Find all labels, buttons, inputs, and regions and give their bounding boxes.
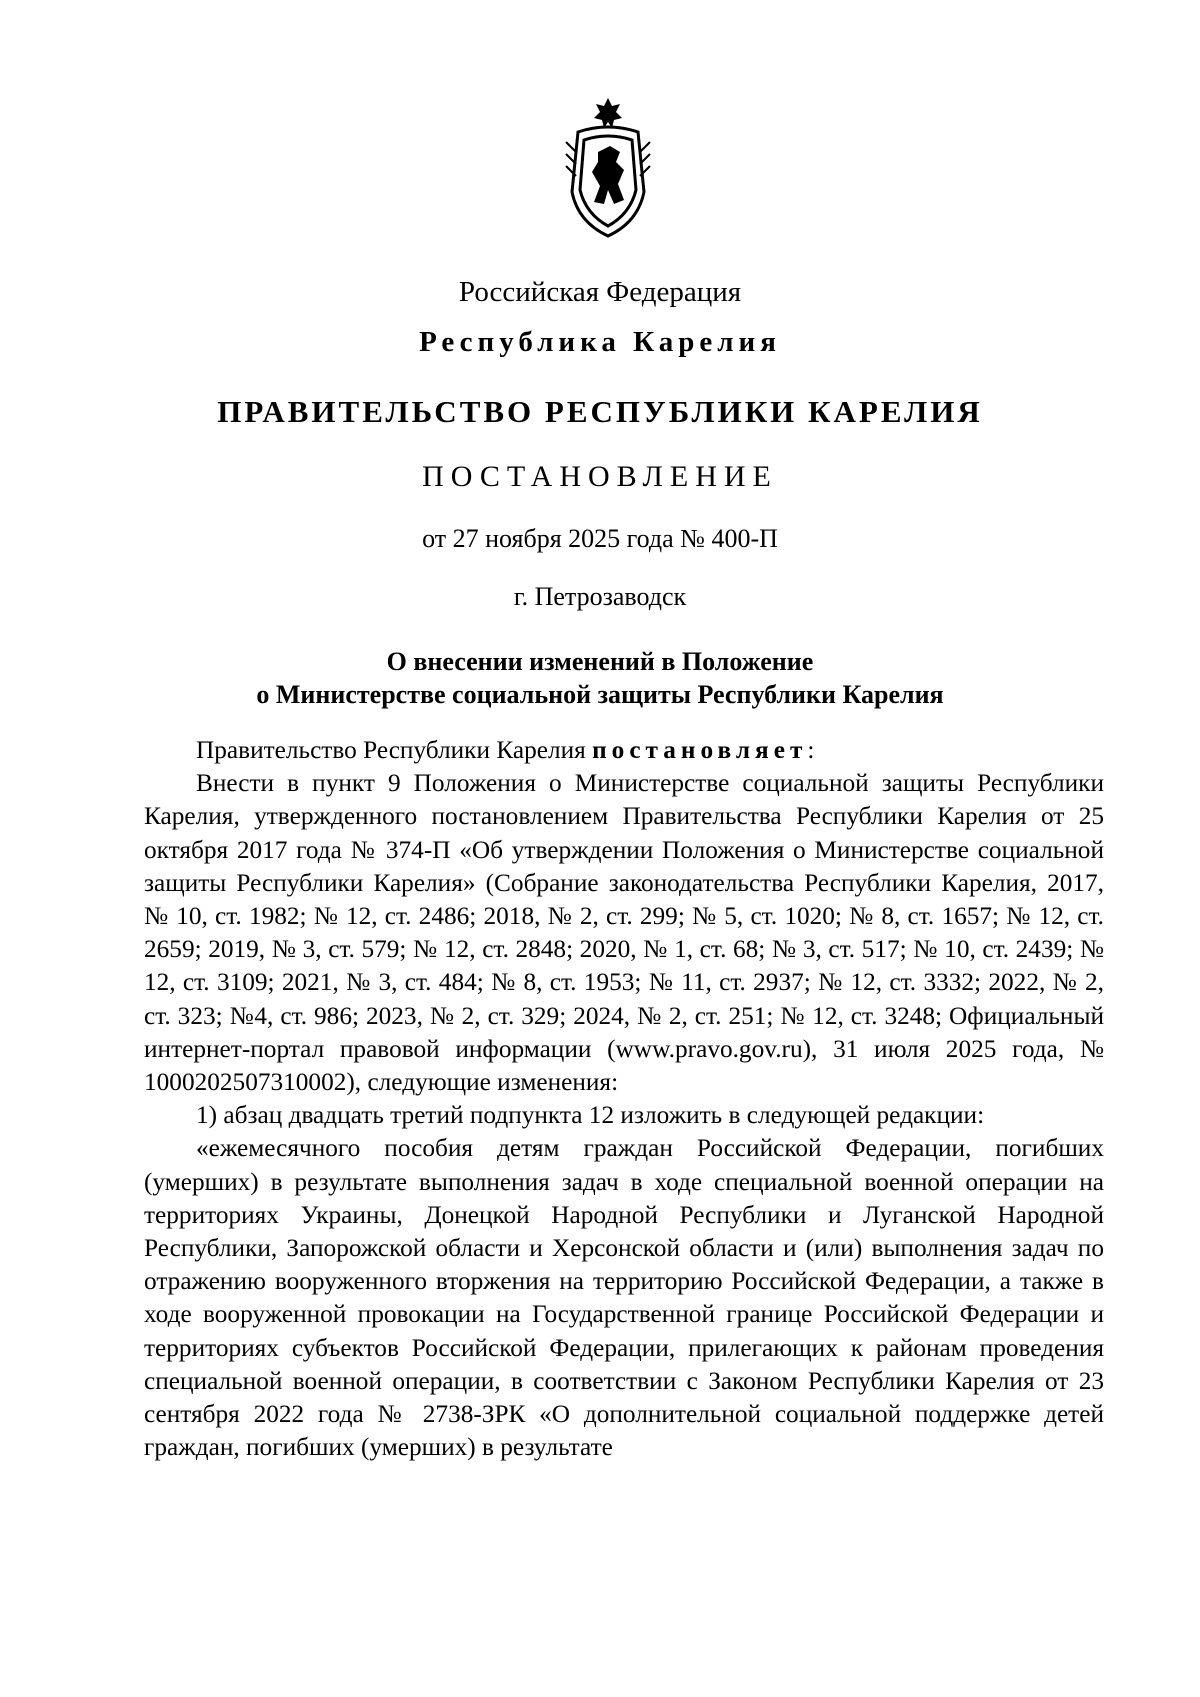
- intro-suffix: :: [807, 736, 815, 764]
- paragraph-quoted-text: «ежемесячного пособия детям граждан Российской Федерации, погибших (умерших) в результате выполнения задач в ходе специальной военной операции на территориях Украины, Донецкой Народной Республики и Луганской Народной Республики, Запорожской области и Херсонской области и (или) выполнения задач по отражению вооруженного вторжения на территорию Российской Федерации, а также в ходе вооруженной провокации на Государственной границе Российской Федерации и территориях субъектов Российской Федерации, прилегающих к районам проведения специальной военной операции, в соответствии с Законом Республики Карелия от 23 сентября 2022 года № 2738-ЗРК «О дополнительной социальной поддержке детей граждан, погибших (умерших) в результате: [144, 1134, 1104, 1462]
- document-date-number: от 27 ноября 2025 года № 400-П: [422, 524, 778, 553]
- title-line-2: о Министерстве социальной защиты Республики Карелия: [256, 680, 944, 709]
- document-city: г. Петрозаводск: [513, 582, 687, 611]
- intro-prefix: Правительство Республики Карелия: [196, 736, 593, 764]
- document-body: [144, 734, 1104, 1464]
- paragraph-amendment: Внести в пункт 9 Положения о Министерстве социальной защиты Республики Карелия, утвержденного постановлением Правительства Республики Карелия от 25 октября 2017 года № 374-П «Об утверждении Положения о Министерстве социальной защиты Республики Карелия» (Собрание законодательства Республики Карелия, 2017, № 10, ст. 1982; № 12, ст. 2486; 2018, № 2, ст. 299; № 5, ст. 1020; № 8, ст. 1657; № 12, ст. 2659; 2019, № 3, ст. 579; № 12, ст. 2848; 2020, № 1, ст. 68; № 3, ст. 517; № 10, ст. 2439; № 12, ст. 3109; 2021, № 3, ст. 484; № 8, ст. 1953; № 11, ст. 2937; № 12, ст. 3332; 2022, № 2, ст. 323; №4, ст. 986; 2023, № 2, ст. 329; 2024, № 2, ст. 251; № 12, ст. 3248; Официальный интернет-портал правовой информации (www.pravo.gov.ru), 31 июля 2025 года, № 1000202507310002), следующие изменения:: [144, 769, 1104, 1097]
- country-name: Российская Федерация: [458, 276, 742, 308]
- coat-of-arms-emblem: [558, 92, 658, 240]
- paragraph-item-1: 1) абзац двадцать третий подпункта 12 изложить в следующей редакции:: [196, 1101, 985, 1130]
- republic-name: Республика Карелия: [419, 326, 781, 358]
- document-title: [0, 645, 1200, 711]
- intro-resolves: постановляет: [592, 736, 808, 764]
- title-line-1: О внесении изменений в Положение: [386, 647, 814, 676]
- government-name: ПРАВИТЕЛЬСТВО РЕСПУБЛИКИ КАРЕЛИЯ: [217, 394, 983, 429]
- document-type: ПОСТАНОВЛЕНИЕ: [422, 460, 778, 493]
- intro-paragraph: [144, 734, 1104, 767]
